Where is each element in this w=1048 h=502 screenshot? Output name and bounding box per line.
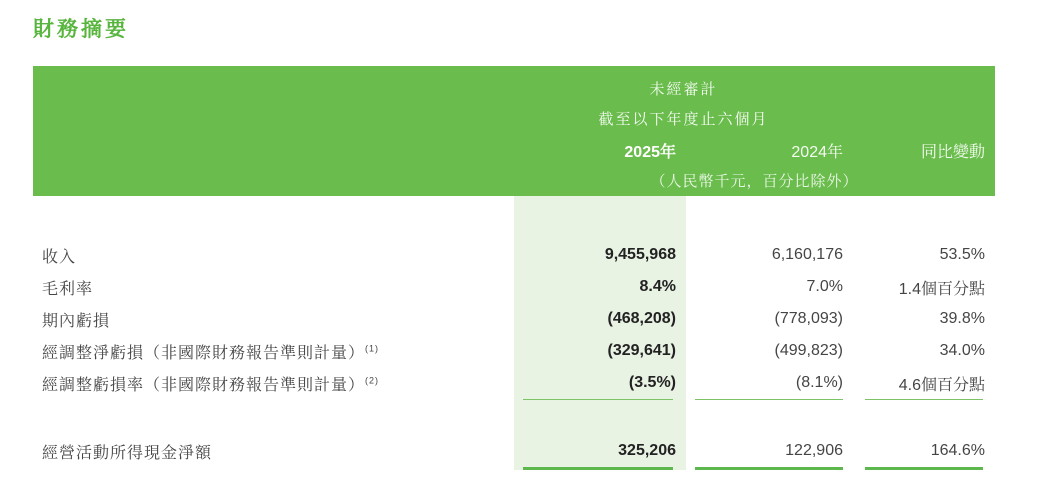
table-row-operating-cash: [33, 435, 995, 467]
value-yoy: 4.6個百分點: [898, 376, 985, 394]
divider-segment-2025: [523, 399, 673, 400]
value-2024: (499,823): [774, 342, 843, 359]
value-yoy: 1.4個百分點: [898, 280, 985, 298]
financial-summary-table: [33, 66, 995, 470]
table-row-adjusted-loss-rate: [33, 367, 995, 399]
divider-segment-2024: [695, 467, 843, 470]
divider-segment-yoy: [865, 399, 983, 400]
value-2025: (329,641): [607, 342, 676, 359]
value-2025: 8.4%: [639, 278, 676, 295]
table-row-period-loss: [33, 303, 995, 335]
table-row-revenue: [33, 239, 995, 271]
unaudited-label: 未經審計: [649, 81, 718, 98]
footnote-marker: (2): [365, 375, 380, 386]
label-column-spacer: [33, 142, 514, 163]
divider-segment-2025: [523, 467, 673, 470]
footnote-marker: (1): [365, 343, 380, 354]
value-2025: (468,208): [607, 310, 676, 327]
value-yoy: 39.8%: [939, 310, 985, 327]
row-label: 經調整淨虧損（非國際財務報告準則計量）$^{(1)}$: [42, 343, 380, 362]
column-header-yoy: 同比變動: [920, 144, 985, 161]
value-2024: (778,093): [774, 310, 843, 327]
value-2025: 325,206: [618, 442, 676, 459]
divider-segment-2024: [695, 399, 843, 400]
page-title: 財務摘要: [33, 18, 129, 41]
table-body: [33, 196, 995, 467]
value-2024: 6,160,176: [771, 246, 843, 263]
table-header: [33, 66, 995, 196]
row-label: 期內虧損: [42, 312, 111, 330]
row-label: 經調整虧損率（非國際財務報告準則計量）$^{(2)}$: [42, 375, 380, 394]
value-yoy: 164.6%: [930, 442, 985, 459]
value-2024: (8.1%): [795, 374, 843, 391]
value-2025: 9,455,968: [604, 246, 676, 263]
value-yoy: 53.5%: [939, 246, 985, 263]
table-row-gross-margin: [33, 271, 995, 303]
row-spacer: [33, 399, 995, 435]
column-header-row: [33, 142, 995, 163]
row-label: 毛利率: [42, 280, 94, 298]
column-header-2025: 2025年: [624, 144, 676, 161]
row-label: 收入: [42, 248, 77, 266]
divider-segment-yoy: [865, 467, 983, 470]
value-yoy: 34.0%: [939, 342, 985, 359]
units-label: （人民幣千元，百分比除外）: [650, 173, 859, 190]
column-header-2024: 2024年: [791, 144, 843, 161]
value-2024: 122,906: [785, 442, 843, 459]
value-2025: (3.5%): [628, 374, 676, 391]
period-label: 截至以下年度止六個月: [598, 111, 769, 128]
row-label: 經營活動所得現金淨額: [42, 444, 213, 462]
table-row-adjusted-net-loss: [33, 335, 995, 367]
value-2024: 7.0%: [806, 278, 843, 295]
